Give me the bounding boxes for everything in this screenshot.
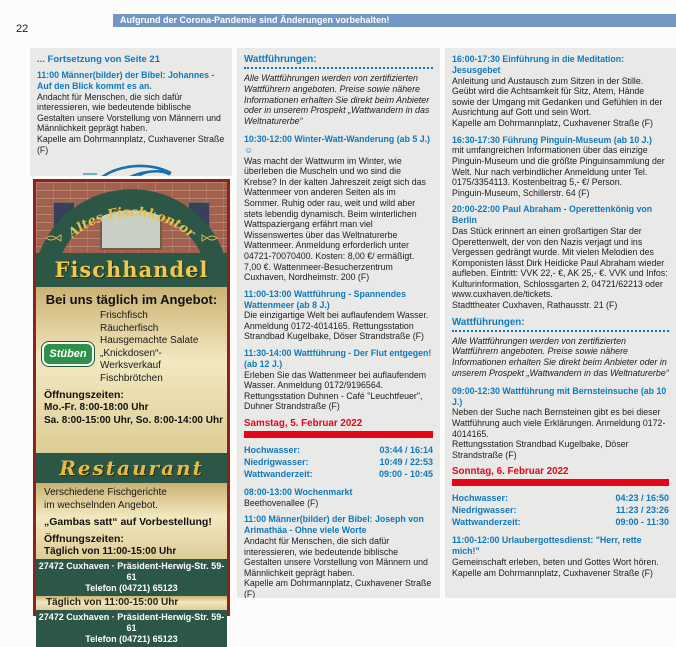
event-title: 10:30-12:00 Winter-Watt-Wanderung (ab 5 J.) ☺	[244, 133, 430, 155]
middle-column-panel	[237, 48, 440, 598]
event-title: 11:00 Männer(bilder) der Bibel: Johannes - Auf den Blick kommt es an.	[37, 70, 215, 91]
event-location: Stadttheater Cuxhaven, Rathausstr. 21 (F)	[452, 300, 618, 311]
event-body: mit umfangreichen Informationen über das einzige Pinguin-Museum und die größte Pinguinsammlung der Welt. Nur nach verbindlicher Anmeldung unter Tel. 0175/3354113. Kostenbeitrag 5,- €/ Person.	[452, 145, 665, 188]
event-entry	[244, 514, 433, 598]
left-column-panel	[30, 48, 232, 176]
event-location: Kapelle am Dohrmannplatz, Cuxhavener Straße (F)	[244, 578, 432, 598]
date-header: Sonntag, 6. Februar 2022	[452, 466, 569, 478]
event-body: Neben der Suche nach Bernsteinen gibt es bei dieser Wattführung auch viele Erklärungen. Anmeldung 0172-4014165.	[452, 407, 666, 439]
event-body: Die einzigartige Welt bei auflaufendem Wasser. Anmeldung 0172-4014165. Rettungsstation Strandbad Kugelbake, Döser Strandstraße (F)	[244, 310, 429, 342]
event-title: 11:00-13:00 Wattführung - Spannendes Wattenmeer (ab 8 J.)	[244, 288, 406, 310]
fischhandel-banner: Fischhandel	[36, 253, 227, 287]
restaurant-line: im wechselnden Angebot.	[44, 499, 158, 511]
address-band	[36, 559, 227, 596]
tide-row	[452, 492, 669, 504]
event-body: Erleben Sie das Wattenmeer bei auflaufendem Wasser. Anmeldung 0172/9196564.	[244, 369, 427, 391]
event-entry	[452, 535, 669, 578]
event-location: Rettungsstation Duhnen - Café "Leuchtfeuer", Duhner Strandstraße (F)	[244, 390, 423, 412]
event-body: Andacht für Menschen, die sich dafür interessieren, wie bedeutende biblische Gestalten unsere Vorstellung von Männern und Männlichkeit geprägt haben.	[244, 536, 428, 578]
event-body: Andacht für Menschen, die sich dafür interessieren, wie bedeutende biblische Gestalten unsere Vorstellung von Männern und Männlichkeit geprägt haben.	[37, 91, 221, 134]
stueben-logo: Stüben	[42, 342, 94, 366]
tide-label: Niedrigwasser:	[244, 457, 309, 468]
event-entry	[244, 289, 433, 342]
date-header: Samstag, 5. Februar 2022	[244, 418, 363, 430]
right-column-panel	[445, 48, 676, 598]
tide-label: Wattwanderzeit:	[452, 517, 521, 528]
watt-section-header: Wattführungen:	[452, 317, 669, 332]
continuation-note: ... Fortsetzung von Seite 21	[37, 54, 160, 65]
event-body: Anleitung und Austausch zum Sitzen in der Stille. Geübt wird die Achtsamkeit für Sitz, Atem, Hände sowie der Umgang mit Gedanken und Gefühlen in der Ausrichtung auf Gott und sein Wort.	[452, 75, 663, 118]
event-entry	[244, 134, 433, 283]
fischkontor-advertisement	[33, 179, 230, 644]
event-title: 11:00-12:00 Urlaubergottesdienst: "Herr, rette mich!"	[452, 535, 642, 557]
watt-section-header: Wattführungen:	[244, 54, 433, 69]
offer-heading: Bei uns täglich im Angebot:	[45, 292, 218, 307]
address-line: 27472 Cuxhaven · Präsident-Herwig-Str. 59-61	[38, 611, 225, 633]
event-body: Das Stück erinnert an einen großartigen Star der Operettenwelt, der von den Nazis verjagt und ins Vergessen gedrängt wurde. Mit vielen Melodien des Komponisten lässt Dirk Heidicke Paul Abraham wieder aufleben. Eintritt: VVK 22,- €, AK 25,- €. VVK und Infos: Kulturinformation, Schlossgarten 2, 04721/62213 oder www.cuxhaven.de/tickets.	[452, 225, 668, 300]
event-location: Kapelle am Dohrmannplatz, Cuxhavener Straße (F)	[452, 567, 653, 578]
offer-item: „Knickdosen“-	[100, 347, 162, 359]
event-entry	[37, 70, 225, 155]
hours-label: Öffnungszeiten:	[44, 389, 124, 401]
tide-value: 11:23 / 23:26	[615, 505, 669, 516]
phone-line: Telefon (04721) 65123	[85, 633, 178, 644]
tide-value: 04:23 / 16:50	[615, 493, 669, 504]
event-entry	[244, 487, 433, 508]
offer-item: Werksverkauf	[100, 360, 161, 371]
offer-section	[36, 287, 227, 453]
restaurant-banner: Restaurant	[36, 453, 227, 483]
wave-icon	[77, 161, 185, 176]
tide-value: 09:00 - 10:45	[378, 469, 433, 480]
hours-strip: Täglich von 11:00-15:00 Uhr	[36, 596, 227, 610]
tide-row	[244, 456, 433, 468]
offer-item: Hausgemachte Salate	[100, 335, 199, 346]
tide-table	[452, 492, 669, 528]
address-band	[36, 610, 227, 647]
offer-item: Fischbrötchen	[100, 372, 163, 384]
tide-label: Niedrigwasser:	[452, 505, 517, 516]
event-body: Was macht der Wattwurm im Winter, wie überleben die Muscheln und wo sind die Krebse? In der kalten Jahreszeit zeigt sich das Wattenmeer von anderen Seiten als im Sommer. Ruhig oder rau, weit und wild aber stets lebendig dynamisch. Beim winterlichen Wattspaziergang erfährt man viel Wissenswertes über das Weltnaturerbe Wattenmeer. Anmeldung erforderlich unter 04721-70070400. Kosten: 8,00 €/ ermäßigt. 7,00 €. Wattenmeer-Besucherzentrum Cuxhaven, Nordheimstr. 200 (F)	[244, 155, 426, 283]
event-entry	[244, 348, 433, 412]
tide-row	[244, 444, 433, 456]
event-body: Beethovenallee (F)	[244, 497, 319, 508]
tide-row	[452, 516, 669, 528]
watt-info-note: Alle Wattführungen werden von zertifizierten Wattführern angeboten. Preise sowie nähere Informationen erhalten Sie direkt beim Anbieter oder in unserem Prospekt „Wattwandern in das Weltnaturerbe“	[244, 73, 430, 127]
event-title: 11:00 Männer(bilder) der Bibel: Joseph von Arimathäa - Ohne viele Worte	[244, 514, 424, 536]
gambas-line: „Gambas satt“ auf Vorbestellung!	[44, 516, 212, 528]
corona-notice-bar: Aufgrund der Corona-Pandemie sind Änderungen vorbehalten!	[113, 14, 676, 27]
page-number: 22	[16, 23, 29, 35]
tide-value: 03:44 / 16:14	[379, 445, 433, 456]
event-location: Kapelle am Dohrmannplatz, Cuxhavener Straße (F)	[37, 133, 225, 155]
tide-value: 09:00 - 11:30	[615, 517, 669, 528]
event-entry	[452, 135, 669, 199]
tide-table	[244, 444, 433, 480]
hours-line: Sa. 8:00-15:00 Uhr, So. 8:00-14:00 Uhr	[44, 414, 223, 426]
event-title: 08:00-13:00 Wochenmarkt	[244, 487, 353, 498]
hours-label: Öffnungszeiten:	[44, 533, 124, 545]
event-title: 16:30-17:30 Führung Pinguin-Museum (ab 10 J.)	[452, 134, 652, 145]
arch-sign	[36, 182, 227, 253]
event-entry	[452, 386, 669, 461]
event-title: 16:00-17:30 Einführung in die Meditation: Jesusgebet	[452, 54, 625, 75]
tide-row	[452, 504, 669, 516]
tide-row	[244, 468, 433, 480]
event-body: Gemeinschaft erleben, beten und Gottes Wort hören.	[452, 557, 659, 568]
tide-label: Wattwanderzeit:	[244, 469, 313, 480]
address-line: 27472 Cuxhaven · Präsident-Herwig-Str. 59-61	[38, 560, 225, 582]
tide-label: Hochwasser:	[452, 493, 509, 504]
event-title: 20:00-22:00 Paul Abraham - Operettenkönig von Berlin	[452, 204, 653, 226]
date-red-bar	[452, 479, 669, 486]
hours-line: Täglich von 11:00-15:00 Uhr	[44, 546, 177, 557]
phone-line: Telefon (04721) 65123	[85, 582, 178, 593]
event-location: Rettungsstation Strandbad Kugelbake, Döser Strandstraße (F)	[452, 439, 629, 460]
tide-label: Hochwasser:	[244, 445, 301, 456]
storefront-photo	[36, 182, 227, 253]
event-title: 09:00-12:30 Wattführung mit Bernsteinsuche (ab 10 J.)	[452, 385, 667, 407]
event-entry	[452, 204, 669, 310]
watt-info-note: Alle Wattführungen werden von zertifizierten Wattführern angeboten. Preise sowie nähere Informationen erhalten Sie direkt beim Anbieter oder in unserem Prospekt „Wattwandern in das Weltnaturerbe“	[452, 335, 669, 379]
event-entry	[452, 54, 669, 129]
restaurant-section	[36, 483, 227, 559]
event-location: Kapelle am Dohrmannplatz, Cuxhavener Straße (F)	[452, 117, 653, 128]
tide-value: 10:49 / 22:53	[379, 457, 433, 468]
date-red-bar	[244, 431, 433, 438]
arch-sign-text: Altes Fischkontor	[65, 205, 198, 242]
restaurant-line: Verschiedene Fischgerichte	[44, 487, 167, 498]
hours-line: Mo.-Fr. 8:00-18:00 Uhr	[44, 402, 149, 413]
offer-item: Frischfisch	[100, 310, 148, 321]
offer-item: Räucherfisch	[100, 322, 159, 334]
event-location: Pinguin-Museum, Schillerstr. 64 (F)	[452, 187, 590, 198]
event-title: 11:30-14:00 Wattführung - Der Flut entgegen! (ab 12 J.)	[244, 348, 432, 369]
